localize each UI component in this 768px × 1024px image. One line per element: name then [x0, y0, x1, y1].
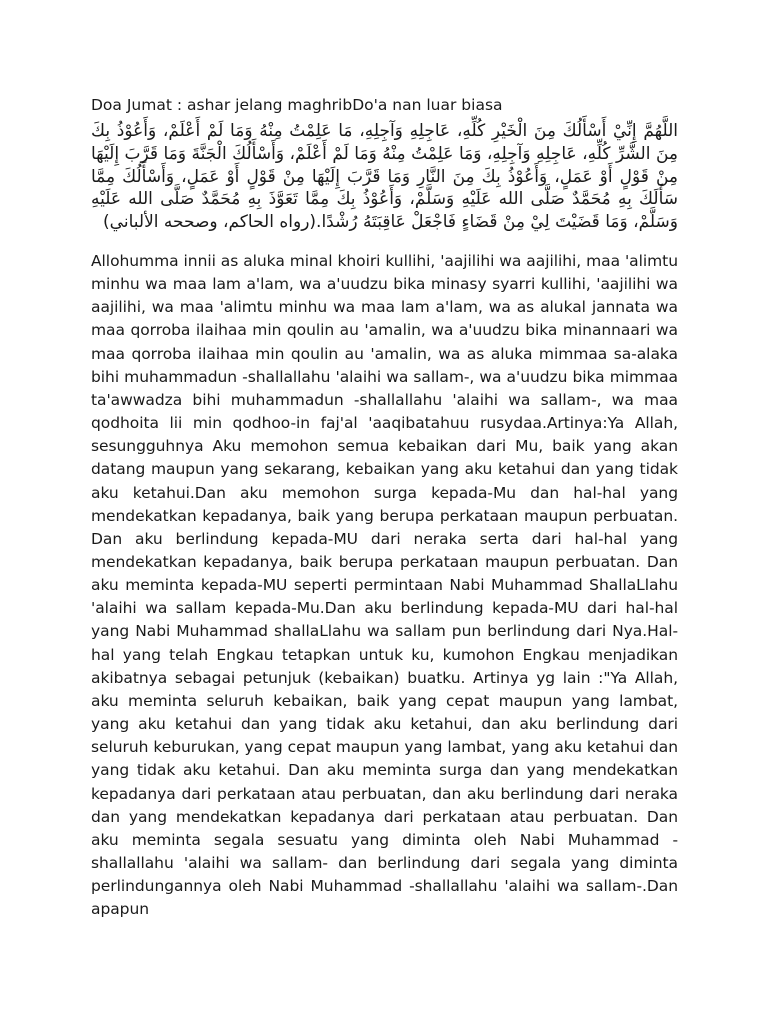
document-title: Doa Jumat : ashar jelang maghribDo'a nan luar biasa: [91, 96, 503, 114]
document-page: [91, 94, 678, 922]
arabic-prayer-text: اللَّهُمَّ إِنِّيْ أَسْأَلُكَ مِنَ الْخَيْرِ كُلِّهِ، عَاجِلِهِ وَآجِلِهِ، مَا عَلِمْتُ مِنْهُ وَمَا لَمْ أَعْلَمْ، وَأَعُوْذُ بِكَ مِنَ الشَّرِّ كُلِّهِ، عَاجِلِهِ وَآجِلِهِ، وَمَا عَلِمْتُ مِنْهُ وَمَا لَمْ أَعْلَمْ، وَأَسْأَلُكَ الْجَنَّةَ وَمَا قَرَّبَ إِلَيْهَا مِنْ قَوْلٍ أَوْ عَمَلٍ، وَأَعُوْذُ بِكَ مِنَ النَّارِ وَمَا قَرَّبَ إِلَيْهَا مِنْ قَوْلٍ أَوْ عَمَلٍ، وَأَسْأَلُكَ مِمَّا سَأَلَكَ بِهِ مُحَمَّدٌ صَلَّى الله عَلَيْهِ وَسَلَّمْ، وَأَعُوْذُ بِكَ مِمَّا تَعَوَّذَ بِهِ مُحَمَّدٌ صَلَّى الله عَلَيْهِ وَسَلَّمْ، وَمَا قَضَيْتَ لِيْ مِنْ قَضَاءٍ فَاجْعَلْ عَاقِبَتَهُ رُشْدًا.(رواه الحاكم، وصححه الألباني): [91, 121, 678, 233]
transliteration-and-translation-text: Allohumma innii as aluka minal khoiri kullihi, 'aajilihi wa aajilihi, maa 'alimtu minhu wa maa lam a'lam, wa a'uudzu bika minasy syarri kullihi, 'aajilihi wa aajilihi, wa maa 'alimtu minhu wa maa lam a'lam, wa as alukal jannata wa maa qorroba ilaihaa min qoulin au 'amalin, wa a'uudzu bika minannaari wa maa qorroba ilaihaa min qoulin au 'amalin, wa as aluka mimmaa sa-alaka bihi muhammadun -shallallahu 'alaihi wa sallam-, wa a'uudzu bika mimmaa ta'awwadza bihi muhammadun -shallallahu 'alaihi wa sallam-, wa maa qodhoita lii min qodhoo-in faj'al 'aaqibatahuu rusydaa.Artinya:Ya Allah, sesungguhnya Aku memohon semua kebaikan dari Mu, baik yang akan datang maupun yang sekarang, kebaikan yang aku ketahui dan yang tidak aku ketahui.Dan aku memohon surga kepada-Mu dan hal-hal yang mendekatkan kepadanya, baik yang berupa perkataan maupun perbuatan. Dan aku berlindung kepada-MU dari neraka serta dari hal-hal yang mendekatkan kepadanya, baik berupa perkataan maupun perbuatan. Dan aku meminta kepada-MU seperti permintaan Nabi Muhammad ShallaLlahu 'alaihi wa sallam kepada-Mu.Dan aku berlindung kepada-MU dari hal-hal yang Nabi Muhammad shallaLlahu wa sallam pun berlindung dari Nya.Hal-hal yang telah Engkau tetapkan untuk ku, kumohon Engkau menjadikan akibatnya sebagai petunjuk (kebaikan) buatku. Artinya yg lain :"Ya Allah, aku meminta seluruh kebaikan, baik yang cepat maupun yang lambat, yang aku ketahui dan yang tidak aku ketahui, dan aku berlindung dari seluruh keburukan, yang cepat maupun yang lambat, yang aku ketahui dan yang tidak aku ketahui. Dan aku meminta surga dan yang mendekatkan kepadanya dari perkataan atau perbuatan, dan aku berlindung dari neraka dan yang mendekatkan kepadanya dari perkataan atau perbuatan. Dan aku meminta segala sesuatu yang diminta oleh Nabi Muhammad -shallallahu 'alaihi wa sallam- dan berlindung dari segala yang diminta perlindungannya oleh Nabi Muhammad -shallallahu 'alaihi wa sallam-.Dan apapun: [91, 251, 678, 919]
